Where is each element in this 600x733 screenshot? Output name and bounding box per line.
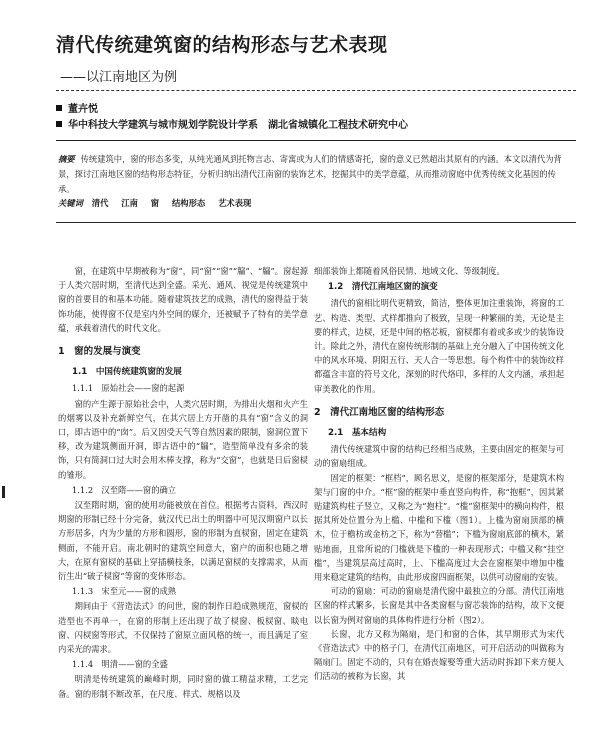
body-paragraph: 可动的窗扇：可动的窗扇是清代窗中最独立的分部。清代江南地区窗的样式繁多，长窗是其中各类窗框与窗芯装饰的结构，故下文便以长窗为例对窗扇的具体构件进行分析（图2）。 — [314, 586, 564, 625]
intro-paragraph: 窗，在建筑中早期被称为“窗”，同“窗”“窗”“牖”、“牖”。窗起源于人类穴居时期，至清代达到全盛。采光、通风、视觉是传统建筑中窗的首要目的和基本功能。随着建筑技艺的成熟，清代的窗得益于装饰功能，使得窗不仅是室内外空间的媒介，还被赋予了特有的美学意蕴，承载着清代的时代文化。 — [58, 266, 308, 333]
subsection-heading: 2.1 基本结构 — [328, 428, 387, 439]
page-title: 清代传统建筑窗的结构形态与艺术表现 — [56, 34, 388, 56]
dashed-divider — [56, 90, 576, 91]
body-paragraph: 期间由于《营造法式》的问世，窗的制作日趋成熟规范，窗棂的造型也不再单一，在窗的形制上还出现了故了棂窗、板棂窗、睒电窗、闪棂窗等形式，不仅保持了窗原立面风格的统一，而且满足了室内采光的需求。 — [58, 601, 308, 655]
right-column — [314, 264, 564, 684]
bullet-square-icon — [56, 121, 62, 127]
subsubsection-heading: 1.1.4 明清——窗的全盛 — [72, 659, 168, 670]
body-paragraph: 明清是传统建筑的巅峰时期，同时窗的做工精益求精，工艺完备。窗的形制不断改革，在尺度、样式、规格以及 — [58, 674, 308, 699]
section-heading: 2 清代江南地区窗的结构形态 — [314, 406, 445, 418]
subsubsection-heading: 1.1.3 宋至元——窗的成熟 — [72, 586, 177, 597]
subsection-heading: 1.1 中国传统建筑窗的发展 — [72, 367, 182, 378]
bullet-square-icon — [56, 105, 62, 111]
abstract-rule — [56, 222, 576, 223]
keyword: 艺术表现 — [218, 198, 252, 208]
author-name-line — [56, 100, 98, 115]
page-subtitle: ——以江南地区为例 — [60, 70, 178, 85]
body-paragraph: 汉至隋时期，窗的使用功能被放在首位。根据考古资料，西汉时期窗的形制已经十分完备，就汉代已出土的明器中可见汉期窗户以长方形居多，内为少量的方形和圆形，窗的形制为直棂窗，固定在建筑侧面，不能开启。南北朝时的建筑空间意大，窗户的面积也随之增大，在原有窗棂的基础上穿插横枝条，以满足窗棂的支撑需求，从而衍生出“破子棂窗”等窗的变体形态。 — [58, 500, 308, 582]
author-affiliation-line — [56, 116, 408, 131]
keyword: 清代 — [91, 198, 109, 208]
keyword: 窗 — [150, 198, 160, 208]
body-paragraph: 清代的窗相比明代更精致，简洁，整体更加注重装饰，将窗的工艺、构造、类型、式样都推向了极致，呈现一种繁丽的美，无论是主要的样式，边棂，还是中间的格芯板，窗棂都有着或多或少的装饰设计。除此之外，清代在窗传统形制的基础上充分融入了中国传统文化中的风水环境、阴阳五行、天人合一等思想。每个构件中的装饰纹样都蕴含丰富的符号文化，深刻的时代烙印，多样的人文内涵，承担起审美教化的作用。 — [314, 298, 564, 394]
abstract — [58, 152, 570, 197]
subsubsection-heading: 1.1.1 原始社会——窗的起源 — [72, 383, 185, 394]
author-affiliation: 华中科技大学建筑与城市规划学院设计学系 湖北省城镇化工程技术研究中心 — [68, 120, 408, 131]
header-rule — [56, 140, 576, 141]
abstract-label: 摘要 — [58, 154, 75, 164]
keywords-label: 关键词 — [58, 198, 83, 208]
author-name: 董卉悦 — [68, 104, 98, 115]
keyword: 江南 — [121, 198, 138, 208]
keyword: 结构形态 — [172, 198, 206, 208]
margin-mark — [2, 486, 5, 498]
keywords — [58, 197, 570, 209]
body-paragraph: 清代传统建筑中窗的结构已经相当成熟，主要由固定的框架与可动的窗扇组成。 — [314, 444, 564, 469]
body-paragraph: 长窗，北方又称为隔扇，是门和窗的合体，其早期形式为宋代《营造法式》中的格子门，在清代江南地区，可开启活动的叫做称为隔扇门。固定不动的，只有在婚丧嫁娶等重大活动时拆卸下来方便人们活动的被称为长窗，其 — [314, 628, 564, 682]
body-paragraph: 窗的产生源于原始社会中，人类穴居时期，为排出火烟和火产生的烟雾以及补充新鲜空气，在其穴居上方开凿的具有“窗”含义的洞口，即古语中的“囱”。后又因受天气等自然因素的限制，窗洞位置下移，改为建筑侧面开洞，即古语中的“牖”，造型简单没有多余的装饰，只有简洞口过大时会用木棒支撑，称为“交窗”，也就是日后窗棂的雏形。 — [58, 398, 308, 480]
body-paragraph: 细部装饰上都随着风俗民情、地域文化、等级制度。 — [314, 266, 505, 276]
body-paragraph: 固定的框架：“框档”，顾名思义，是窗的框架部分，是建筑木构架与门窗的中介。“框”窗的框架中垂直竖向构件，称“抱框”，因其紧贴建筑构柱子竖立，又称之为“抱柱”。“槛”窗框架中的横向构件，根据其所处位置分为上槛、中槛和下槛（图1）。上槛为窗扇顶部的横木，位于檐枋或金枋之下，称为“替槛”；下槛为窗扇底部的横木，紧贴地面，且常所说的门槛就是下槛的一种表现形式；中槛又称“挂空槛”，当建筑层高过高时，上、下槛高度过大会在窗框架中增加中槛用来稳定建筑的结构，由此形成窗四面框架，以供可动窗扇的安装。 — [314, 472, 564, 583]
left-column — [58, 264, 308, 701]
abstract-text: 传统建筑中，窗的形态多变，从纯光通风到托物言志、寄寓或为人们的情感寄托，窗的意义已然超出其原有的内涵。本文以清代为背景，探讨江南地区窗的结构形态特征，分析归纳出清代江南窗的装饰艺术，挖掘其中的美学意蕴，从而推动窗庭中优秀传统文化基因的传承。 — [58, 154, 562, 194]
subsection-heading: 1.2 清代江南地区窗的演变 — [328, 282, 438, 293]
subsubsection-heading: 1.1.2 汉至隋——窗的确立 — [72, 484, 177, 495]
section-heading: 1 窗的发展与演变 — [58, 346, 141, 358]
